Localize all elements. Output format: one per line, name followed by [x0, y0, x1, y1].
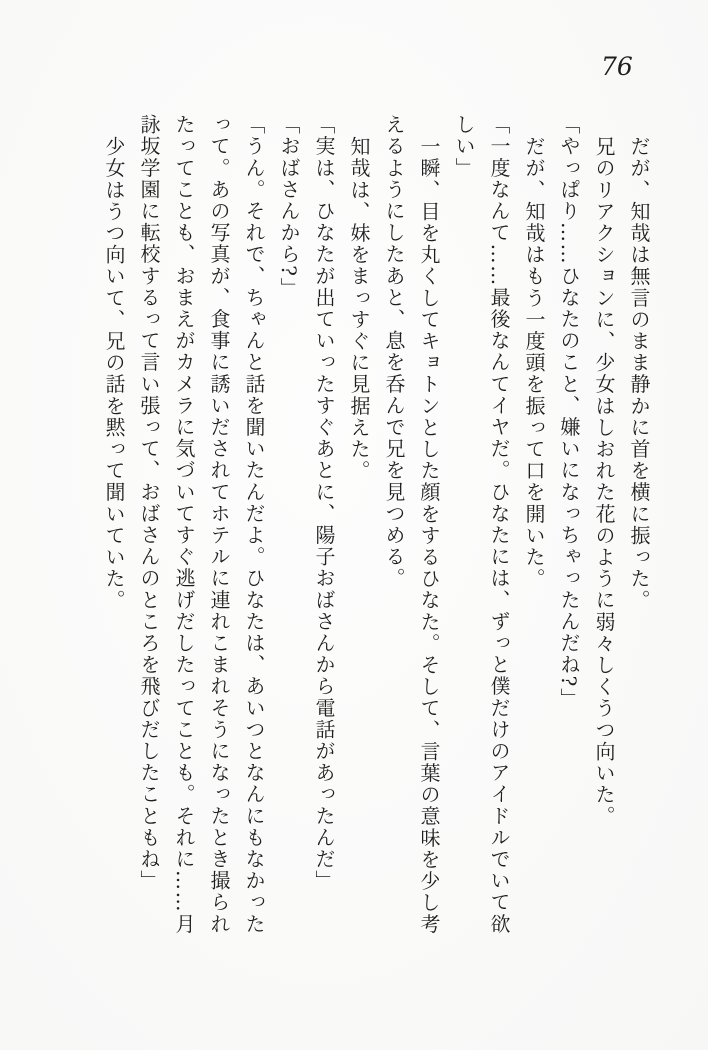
text-column: って。あの写真が、食事に誘いだされてホテルに連れこまれそうになったとき撮られ	[207, 114, 231, 935]
text-column: だが、知哉は無言のまま静かに首を横に振った。	[627, 136, 651, 612]
text-column: 「実は、ひなたが出ていったすぐあとに、陽子おばさんから電話があったんだ」	[312, 114, 336, 892]
text-column: 知哉は、妹をまっすぐに見据えた。	[347, 136, 371, 482]
text-column: 少女はうつ向いて、兄の話を黙って聞いていた。	[102, 136, 126, 612]
text-column: しい」	[452, 114, 476, 179]
text-column: 「うん。それで、ちゃんと話を聞いたんだよ。ひなたは、あいつとなんにもなかった	[242, 114, 266, 935]
text-column: 兄のリアクションに、少女はしおれた花のように弱々しくうつ向いた。	[592, 136, 616, 828]
text-column: 「おばさんから?」	[277, 114, 301, 300]
page-number: 76	[601, 52, 633, 81]
text-column: たってことも、おまえがカメラに気づいてすぐ逃げだしたってことも。それに……月	[172, 114, 196, 935]
text-column: 「やっぱり……ひなたのこと、嫌いになっちゃったんだね?」	[557, 114, 581, 710]
text-column: えるようにしたあと、息を呑んで兄を見つめる。	[382, 114, 406, 590]
text-column: だが、知哉はもう一度頭を振って口を開いた。	[522, 136, 546, 590]
text-column: 詠坂学園に転校するって言い張って、おばさんのところを飛びだしたこともね」	[137, 114, 161, 892]
text-block	[96, 114, 656, 956]
text-column: 一瞬、目を丸くしてキョトンとした顔をするひなた。そして、言葉の意味を少し考	[417, 136, 441, 936]
text-column: 「一度なんて……最後なんてイヤだ。ひなたには、ずっと僕だけのアイドルでいて欲	[487, 114, 511, 935]
